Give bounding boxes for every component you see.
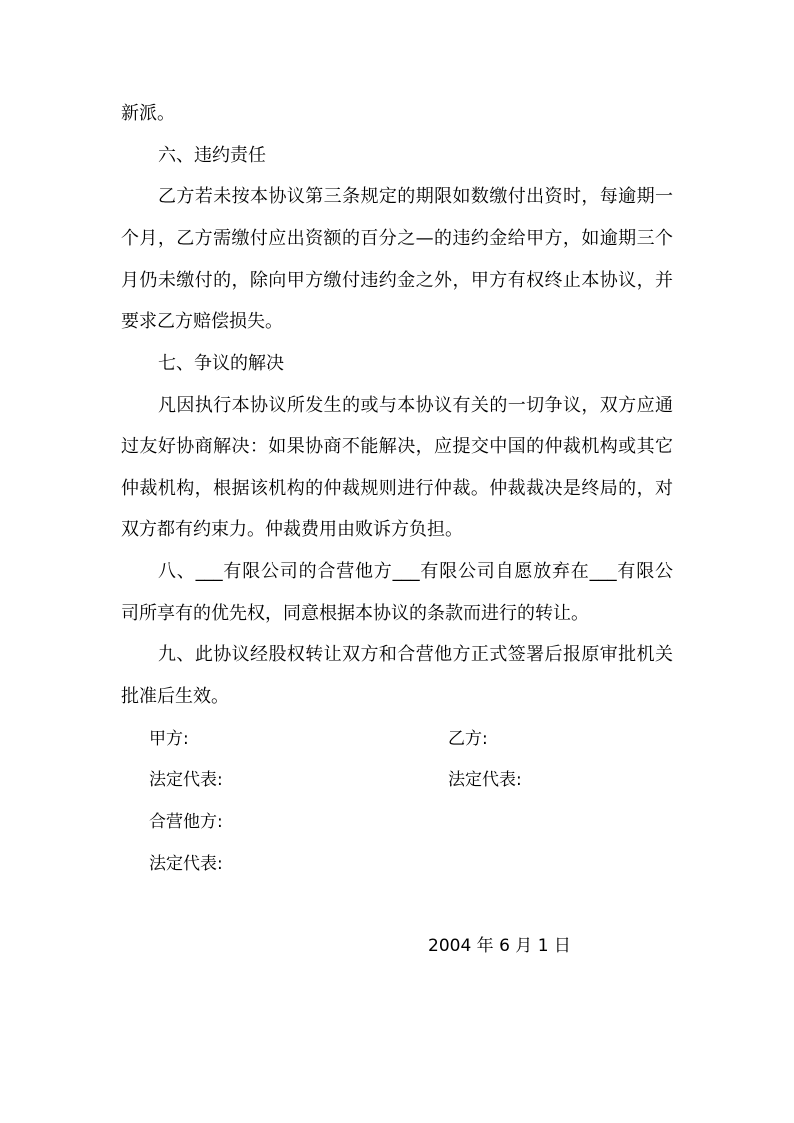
legal-rep-c-label: 法定代表: — [149, 854, 223, 874]
paragraph-line: 要求乙方赔偿损失。 — [121, 311, 283, 332]
paragraph-line: 过友好协商解决：如果协商不能解决，应提交中国的仲裁机构或其它 — [121, 436, 673, 457]
paragraph-line: 个月，乙方需缴付应出资额的百分之—的违约金给甲方，如逾期三个 — [121, 228, 673, 249]
paragraph-line: 八、___有限公司的合营他方___有限公司自愿放弃在___有限公 — [158, 561, 673, 582]
section-heading: 七、争议的解决 — [158, 353, 284, 374]
paragraph-line: 凡因执行本协议所发生的或与本协议有关的一切争议，双方应通 — [158, 395, 673, 416]
paragraph-line: 乙方若未按本协议第三条规定的期限如数缴付出资时，每逾期一 — [158, 186, 673, 207]
paragraph-line: 九、此协议经股权转让双方和合营他方正式签署后报原审批机关 — [158, 644, 673, 665]
signing-date: 2004 年 6 月 1 日 — [428, 936, 571, 956]
section-heading: 六、违约责任 — [158, 145, 266, 166]
paragraph-line: 新派。 — [121, 103, 175, 124]
paragraph-line: 月仍未缴付的，除向甲方缴付违约金之外，甲方有权终止本协议，并 — [121, 270, 673, 291]
party-a-label: 甲方: — [149, 729, 189, 749]
joint-venture-party-label: 合营他方: — [149, 812, 223, 832]
paragraph-line: 司所享有的优先权，同意根据本协议的条款而进行的转让。 — [121, 603, 589, 624]
party-b-label: 乙方: — [448, 729, 488, 749]
paragraph-line: 双方都有约束力。仲裁费用由败诉方负担。 — [121, 519, 463, 540]
legal-rep-b-label: 法定代表: — [448, 770, 522, 790]
paragraph-line: 仲裁机构，根据该机构的仲裁规则进行仲裁。仲裁裁决是终局的，对 — [121, 478, 673, 499]
paragraph-line: 批准后生效。 — [121, 686, 229, 707]
legal-rep-a-label: 法定代表: — [149, 770, 223, 790]
